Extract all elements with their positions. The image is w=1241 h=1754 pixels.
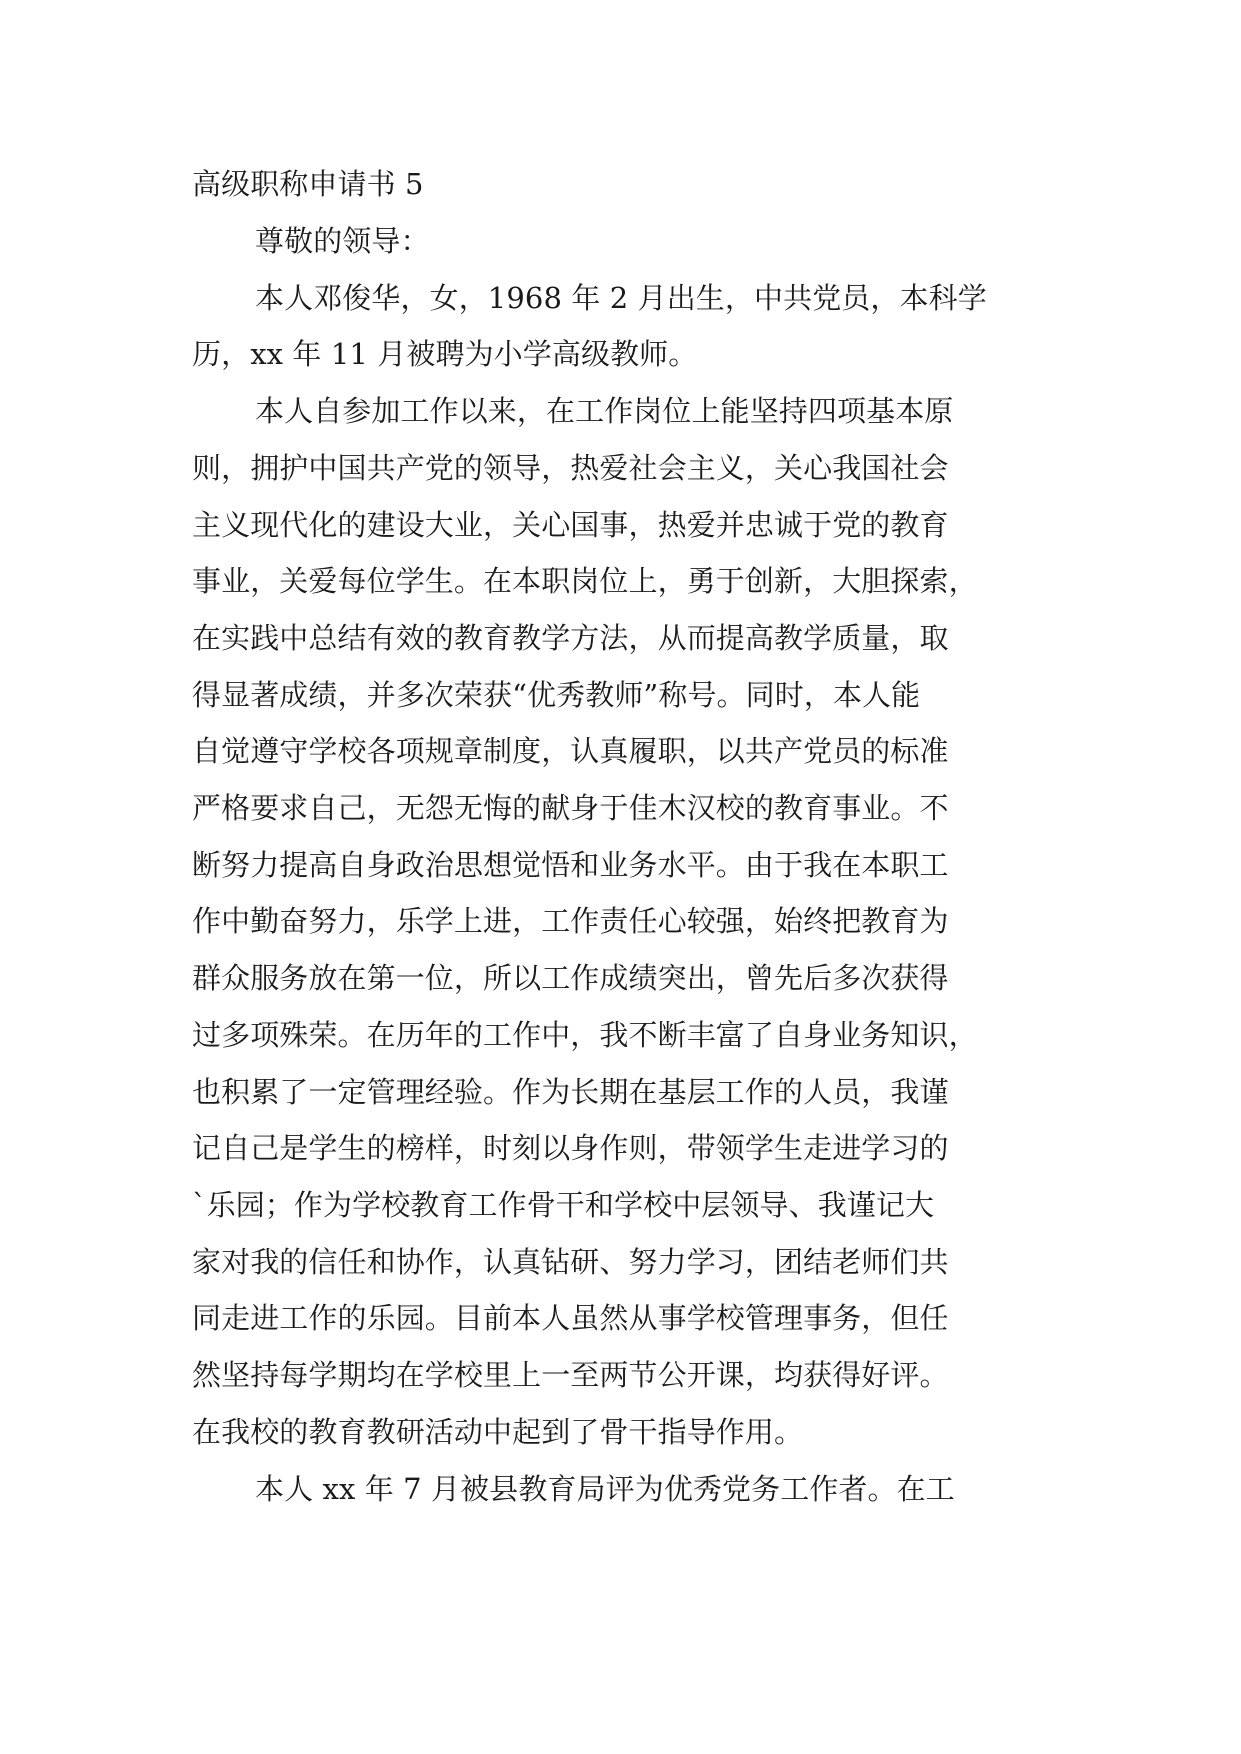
salutation: 尊敬的领导： xyxy=(255,224,430,258)
paragraph-line: 记自己是学生的榜样，时刻以身作则，带领学生走进学习的 xyxy=(192,1131,949,1165)
paragraph-line: `乐园；作为学校教育工作骨干和学校中层领导、我谨记大 xyxy=(192,1188,935,1222)
paragraph-line: 在我校的教育教研活动中起到了骨干指导作用。 xyxy=(192,1415,804,1449)
paragraph-line: 过多项殊荣。在历年的工作中，我不断丰富了自身业务知识， xyxy=(192,1018,978,1052)
paragraph-line: 断努力提高自身政治思想觉悟和业务水平。由于我在本职工 xyxy=(192,848,949,882)
paragraph-line: 也积累了一定管理经验。作为长期在基层工作的人员，我谨 xyxy=(192,1075,949,1109)
paragraph-line: 本人自参加工作以来，在工作岗位上能坚持四项基本原 xyxy=(255,394,954,428)
paragraph-line: 自觉遵守学校各项规章制度，认真履职，以共产党员的标准 xyxy=(192,734,949,768)
paragraph-line: 群众服务放在第一位，所以工作成绩突出，曾先后多次获得 xyxy=(192,961,949,995)
paragraph-line: 然坚持每学期均在学校里上一至两节公开课，均获得好评。 xyxy=(192,1358,949,1392)
paragraph-line: 事业，关爱每位学生。在本职岗位上，勇于创新，大胆探索， xyxy=(192,564,978,598)
paragraph-line: 则，拥护中国共产党的领导，热爱社会主义，关心我国社会 xyxy=(192,451,949,485)
paragraph-line: 同走进工作的乐园。目前本人虽然从事学校管理事务，但任 xyxy=(192,1301,949,1335)
paragraph-line: 本人 xx 年 7 月被县教育局评为优秀党务工作者。在工 xyxy=(255,1472,955,1506)
paragraph-line: 得显著成绩，并多次荣获“优秀教师”称号。同时，本人能 xyxy=(192,678,921,712)
paragraph-line: 作中勤奋努力，乐学上进，工作责任心较强，始终把教育为 xyxy=(192,904,949,938)
paragraph-line: 历，xx 年 11 月被聘为小学高级教师。 xyxy=(192,337,698,371)
paragraph-line: 家对我的信任和协作，认真钻研、努力学习，团结老师们共 xyxy=(192,1245,949,1279)
paragraph-line: 本人邓俊华，女，1968 年 2 月出生，中共党员，本科学 xyxy=(255,281,987,315)
paragraph-line: 严格要求自己，无怨无悔的献身于佳木汉校的教育事业。不 xyxy=(192,791,949,825)
document-title: 高级职称申请书 5 xyxy=(192,167,424,201)
paragraph-line: 在实践中总结有效的教育教学方法，从而提高教学质量，取 xyxy=(192,621,949,655)
paragraph-line: 主义现代化的建设大业，关心国事，热爱并忠诚于党的教育 xyxy=(192,508,949,542)
